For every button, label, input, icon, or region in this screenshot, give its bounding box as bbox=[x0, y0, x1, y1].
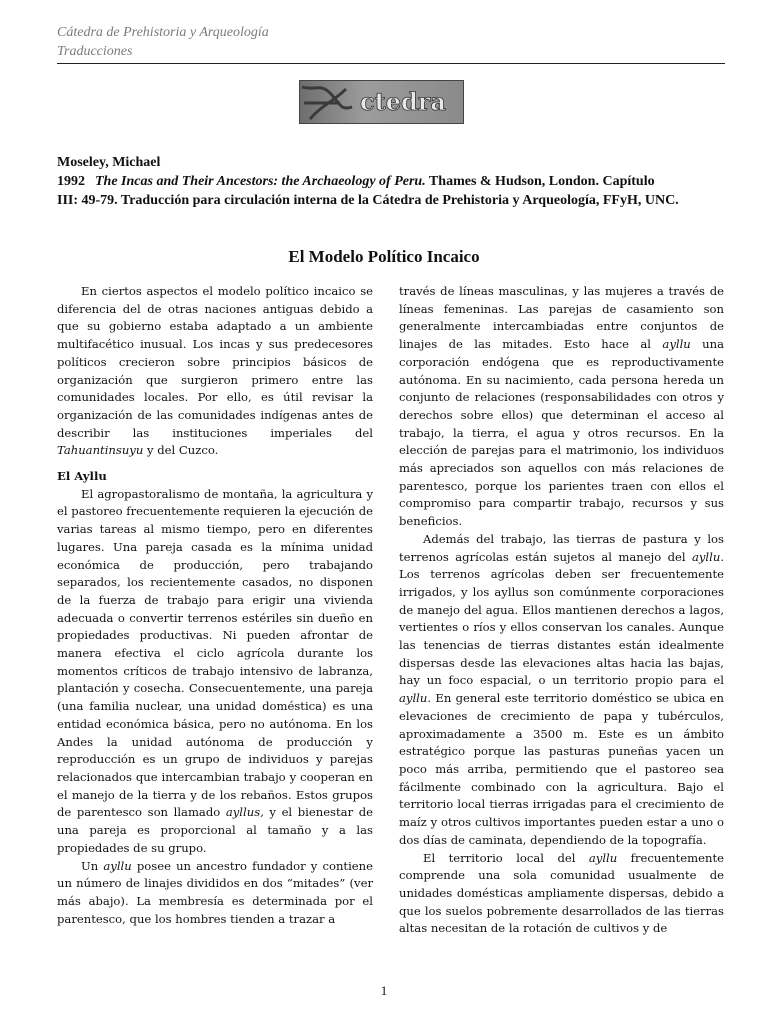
intro-text: En ciertos aspectos el modelo político incaico se diferencia del de otras naciones antiguas debido a que su gobierno estaba adaptado a un ambiente multifacético inusual. Los incas y sus predecesores políticos crecieron sobre principios básicos de organización que surgieron primero entre las comunidades locales. Por ello, es útil revisar la organización de las comunidades indígenas antes de describir las instituciones imperiales del bbox=[57, 284, 373, 440]
tierras-text-b: Los terrenos agrícolas deben ser frecuentemente irrigados, y los ayllus son comúnmente corporaciones de manejo del agua. Ellos mantienen derechos a lagos, vertientes o ríos y ellos conservan los canales. Aunque las tenencias de tierras distantes están idealmente dispersas desde las elevaciones altas hacia las bajas, hay un foco espacial, o un territorio propio para el bbox=[399, 567, 724, 688]
tierras-italic-2: ayllu. bbox=[399, 691, 432, 706]
agro-italic: ayllus, bbox=[225, 805, 264, 820]
paragraph-intro bbox=[57, 283, 373, 460]
left-column bbox=[57, 283, 373, 928]
intro-end: y del Cuzco. bbox=[143, 443, 219, 458]
territorio-text-b: frecuentemente comprende una sola comunidad usualmente de unidades domésticas ampliamente dispersas, debido a que los suelos pobremente desarrollados de las tierras altas necesitan de la rotación de cultivos y de bbox=[399, 850, 725, 936]
lineas-text-a: través de líneas masculinas, y las mujeres a través de líneas femeninas. Las parejas de casamiento son generalmente intercambiadas entre conjuntos de linajes de las mitades. Esto hace al bbox=[399, 284, 724, 352]
logo-wordmark: ctedra bbox=[360, 87, 446, 116]
agro-text-b: y el bienestar de una pareja es proporcional al tamaño y a las propiedades de su grupo. bbox=[57, 805, 373, 855]
paragraph-agropastoralismo bbox=[57, 486, 373, 858]
tierras-text-c: En general este territorio doméstico se ubica en elevaciones de crecimiento de papa y tubérculos, aproximadamente a 3500 m. Este es un ámbito estratégico porque las pasturas puneñas yacen un poco más arriba, permitiendo que el pastoreo sea fácilmente combinado con la agricultura. Bajo el territorio local tierras irrigadas para el crecimiento de maíz y otros cultivos importantes pueden estar a uno o dos días de caminata, dependiendo de la topografía. bbox=[399, 691, 724, 847]
running-header bbox=[57, 23, 725, 64]
page-number: 1 bbox=[380, 983, 388, 998]
ancestro-italic: ayllu bbox=[103, 858, 132, 873]
article-title: El Modelo Político Incaico bbox=[288, 247, 480, 266]
intro-italic: Tahuantinsuyu bbox=[57, 443, 144, 458]
reference-line2: III: 49-79. Traducción para circulación interna de la Cátedra de Prehistoria y Arqueología, FFyH, UNC. bbox=[57, 193, 679, 208]
paragraph-ayllu-ancestro bbox=[57, 858, 373, 929]
section-heading-ayllu: El Ayllu bbox=[57, 469, 107, 484]
ancestro-text-a: Un bbox=[81, 858, 104, 873]
reference-line1 bbox=[57, 172, 717, 191]
territorio-italic: ayllu bbox=[588, 850, 618, 865]
ancestro-text-b: posee un ancestro fundador y contiene un número de linajes divididos en dos “mitades” (ver más abajo). La membresía es determinada por el parentesco, que los hombres tienden a trazar a bbox=[57, 858, 373, 926]
paragraph-tierras bbox=[399, 531, 724, 850]
right-column bbox=[399, 283, 724, 938]
paragraph-territorio bbox=[399, 850, 724, 939]
reference-publisher: Thames & Hudson, London. Capítulo bbox=[425, 174, 655, 189]
catedra-logo bbox=[299, 80, 464, 124]
reference-author: Moseley, Michael bbox=[57, 155, 161, 170]
bibliographic-reference bbox=[57, 153, 717, 210]
lineas-italic: ayllu bbox=[662, 337, 691, 352]
paragraph-lineas bbox=[399, 283, 724, 531]
header-line-traducciones: Traducciones bbox=[57, 44, 133, 59]
lineas-text-b: una corporación endógena que es reproductivamente autónoma. En su nacimiento, cada persona hereda un conjunto de relaciones (responsabilidades con otros y derechos sobre ellos) que determinan el acceso al trabajo, la tierra, el agua y otros recursos. En la elección de parejas para el matrimonio, los individuos más apreciados son aquellos con más relaciones de parentesco, porque los parientes traen con ellos el compromiso para compartir trabajo, recursos y sus beneficios. bbox=[399, 337, 725, 529]
header-line-catedra: Cátedra de Prehistoria y Arqueología bbox=[57, 25, 269, 40]
tierras-italic-1: ayllu. bbox=[691, 549, 724, 564]
territorio-text-a: El territorio local del bbox=[423, 850, 589, 865]
reference-year: 1992 bbox=[57, 174, 85, 189]
reference-book-title: The Incas and Their Ancestors: the Archaeology of Peru. bbox=[95, 174, 426, 189]
tierras-text-a: Además del trabajo, las tierras de pastura y los terrenos agrícolas están sujetos al manejo del bbox=[399, 531, 724, 564]
agro-text-a: El agropastoralismo de montaña, la agricultura y el pastoreo frecuentemente requieren la ejecución de varias tareas al mismo tiempo, pero en diferentes lugares. Una pareja casada es la mínima unidad económica de producción, pero trabajando separados, los recientemente casados, no disponen de la fuerza de trabajo para erigir una vivienda adecuada o convertir terrenos estériles sin dueño en propiedades productivas. Ni pueden afrontar de manera efectiva el ciclo agrícola durante los momentos críticos de trabajo intensivo de labranza, plantación y cosecha. Consecuentemente, una pareja (una familia nuclear, una unidad doméstica) es una entidad económica básica, pero no autónoma. En los Andes la unidad autónoma de producción y reproducción es un grupo de individuos y parejas relacionados que intercambian trabajo y cooperan en el manejo de la tierra y de los rebaños. Estos grupos de parentesco son llamado bbox=[57, 486, 373, 820]
